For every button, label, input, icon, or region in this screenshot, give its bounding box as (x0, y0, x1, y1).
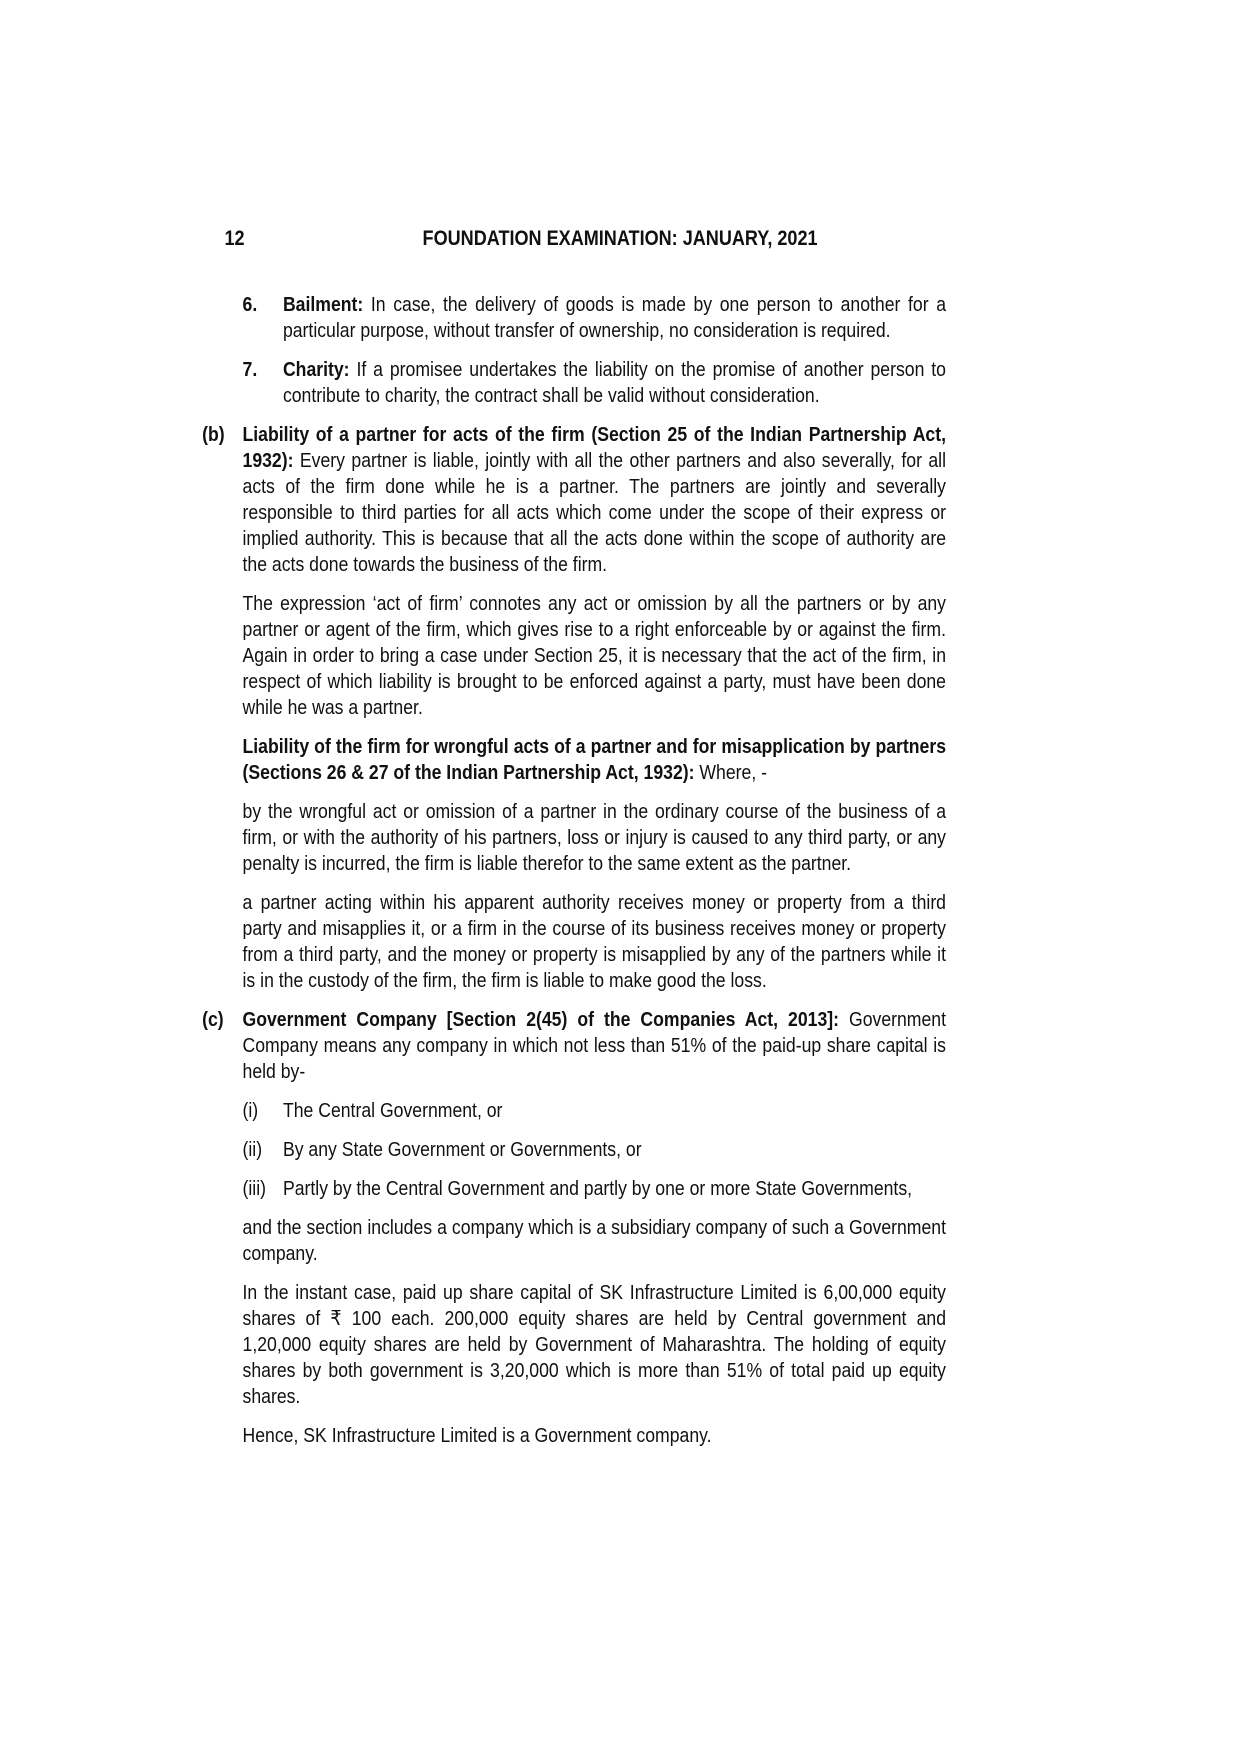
item-heading: Bailment: (282, 293, 364, 316)
page-number: 12 (224, 227, 245, 250)
section-b-para-2: The expression ‘act of firm’ connotes any act or omission by all the partners or by any partner or agent of the firm, which gives rise to a right enforceable by or against the firm. Again in order to bring a case under Section 25, it is necessary that the act of the firm, in respect of which liability is brought to be enforced against a party, must have been done while he was a partner. (242, 592, 946, 719)
item-text (283, 292, 946, 344)
section-heading: Government Company [Section 2(45) of the Companies Act, 2013]: (242, 1008, 840, 1031)
list-item (243, 1137, 946, 1163)
subheading: Liability of the firm for wrongful acts of a partner and for misapplication by partners (Sections 26 & 27 of the Indian Partnership Act, 1932): (242, 735, 946, 784)
list-number: (ii) (242, 1138, 263, 1161)
section-label: (b) (202, 423, 225, 446)
item-heading: Charity: (282, 358, 350, 381)
section-body: Government Company means any company in which not less than 51% of the paid-up share capital is held by- (242, 1008, 947, 1083)
section-b-intro (243, 422, 946, 578)
item-body: In case, the delivery of goods is made by one person to another for a particular purpose, without transfer of ownership, no consideration is required. (282, 293, 946, 342)
item-text (283, 357, 946, 409)
list-number: (iii) (242, 1177, 267, 1200)
section-c-para-2: and the section includes a company which is a subsidiary company of such a Government company. (242, 1216, 946, 1265)
page-content (202, 292, 947, 1462)
list-item-bailment (243, 292, 946, 344)
list-number: (i) (242, 1099, 259, 1122)
list-text: By any State Government or Governments, or (282, 1138, 642, 1161)
section-heading: Liability of a partner for acts of the firm (Section 25 of the Indian Partnership Act, 1932): (242, 423, 946, 472)
list-item (243, 1176, 946, 1202)
page-header-title: FOUNDATION EXAMINATION: JANUARY, 2021 (422, 227, 818, 250)
section-c-para-3: In the instant case, paid up share capital of SK Infrastructure Limited is 6,00,000 equity shares of ₹ 100 each. 200,000 equity shares are held by Central government and 1,20,000 equity shares are held by Government of Maharashtra. The holding of equity shares by both government is 3,20,000 which is more than 51% of total paid up equity shares. (242, 1281, 946, 1408)
section-label: (c) (202, 1008, 224, 1031)
item-body: If a promisee undertakes the liability on the promise of another person to contribute to charity, the contract shall be valid without consideration. (282, 358, 947, 407)
item-number: 7. (242, 358, 258, 381)
section-c-intro (243, 1007, 946, 1085)
section-b-para-3: by the wrongful act or omission of a partner in the ordinary course of the business of a firm, or with the authority of his partners, loss or injury is caused to any third party, or any penalty is incurred, the firm is liable therefor to the same extent as the partner. (242, 800, 946, 875)
list-item (243, 1098, 946, 1124)
list-text: The Central Government, or (282, 1099, 503, 1122)
section-body: Every partner is liable, jointly with all the other partners and also severally, for all acts of the firm done while he is a partner. The partners are jointly and severally responsible to third parties for all acts which come under the scope of their express or implied authority. This is because that all the acts done within the scope of authority are the acts done towards the business of the firm. (242, 449, 947, 576)
section-c (202, 1007, 946, 1449)
section-b (202, 422, 946, 994)
subheading-tail: Where, - (694, 761, 767, 784)
item-number: 6. (242, 293, 258, 316)
section-b-para-4: a partner acting within his apparent authority receives money or property from a third party and misapplies it, or a firm in the course of its business receives money or property from a third party, and the money or property is misapplied by any of the partners while it is in the custody of the firm, the firm is liable to make good the loss. (242, 891, 946, 992)
list-item-charity (243, 357, 946, 409)
section-b-subheading (243, 734, 946, 786)
list-text: Partly by the Central Government and partly by one or more State Governments, (282, 1177, 913, 1200)
section-c-conclusion: Hence, SK Infrastructure Limited is a Government company. (242, 1424, 712, 1447)
